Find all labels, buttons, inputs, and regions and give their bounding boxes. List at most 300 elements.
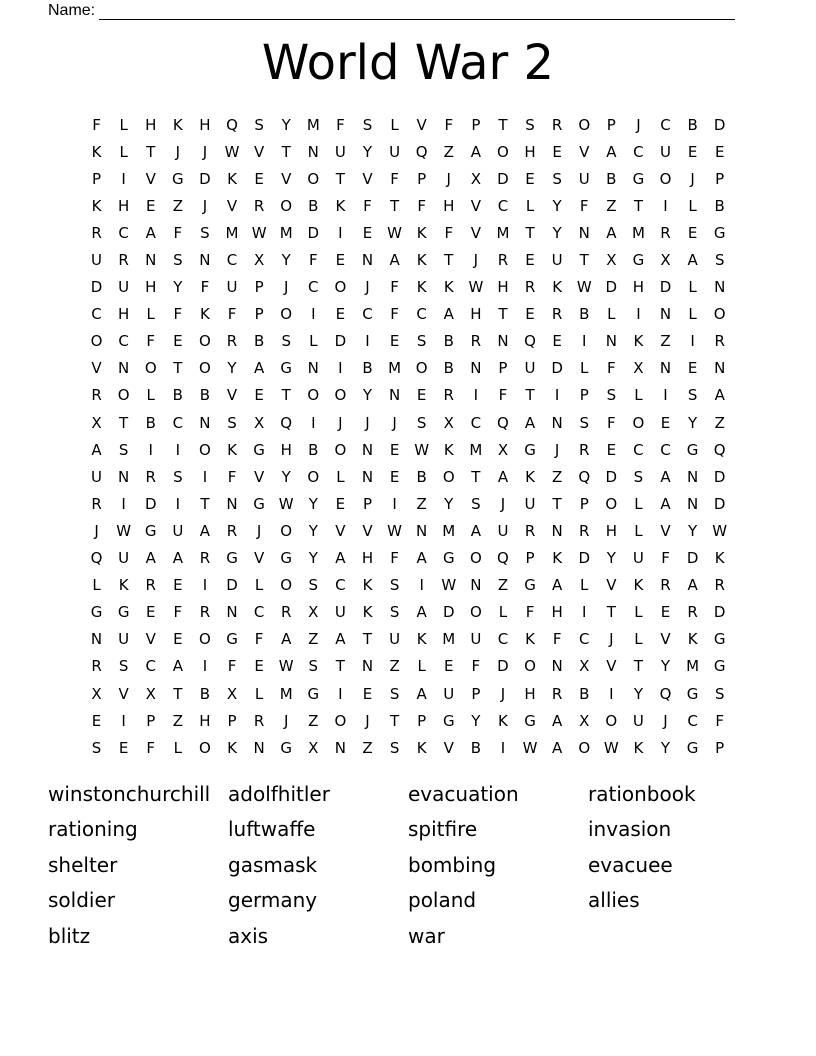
grid-cell: E [552,332,562,351]
grid-cell: K [633,332,644,351]
grid-cell: E [173,332,183,351]
grid-cell: G [686,684,699,703]
grid-cell: F [579,196,589,215]
grid-cell: F [308,251,318,270]
grid-cell: R [226,521,238,540]
grid-cell: X [226,684,238,703]
grid-cell: K [443,278,454,297]
grid-cell: E [389,467,400,486]
grid-cell: O [334,278,347,297]
grid-cell: V [335,521,346,540]
grid-cell: X [253,413,265,432]
grid-cell: Q [280,413,293,432]
word-list-item: germany [228,888,318,913]
grid-cell: Y [227,359,237,378]
grid-cell: H [632,278,645,297]
grid-cell: T [146,142,156,161]
grid-cell: Y [308,521,318,540]
grid-cell: N [714,359,726,378]
grid-cell: T [498,305,508,324]
grid-cell: B [470,738,481,757]
grid-cell: Z [172,196,183,215]
grid-cell: J [175,142,181,161]
grid-cell: E [335,251,346,270]
grid-cell: J [365,711,370,730]
grid-cell: A [416,549,427,568]
grid-cell: C [470,413,482,432]
grid-cell: A [660,494,671,513]
grid-cell: N [551,657,563,676]
grid-cell: Y [688,521,698,540]
grid-cell: S [606,386,617,405]
grid-cell: D [713,494,726,513]
grid-cell: T [633,657,643,676]
grid-cell: V [470,223,481,242]
grid-cell: S [552,169,562,188]
grid-cell: H [145,278,157,297]
grid-cell: G [226,549,238,568]
grid-cell: W [278,657,294,676]
grid-cell: K [552,549,563,568]
word-list-item: adolfhitler [228,781,330,806]
grid-cell: U [91,251,103,270]
grid-cell: P [471,684,481,703]
grid-cell: C [145,657,156,676]
grid-cell: J [283,278,289,297]
grid-cell: T [335,657,345,676]
grid-cell: B [362,359,373,378]
grid-cell: E [254,657,264,676]
grid-cell: G [632,251,645,270]
grid-cell: C [335,576,346,595]
grid-cell: U [497,521,509,540]
grid-cell: S [308,576,319,595]
grid-cell: K [525,630,535,649]
grid-cell: H [361,549,374,568]
grid-cell: K [416,251,427,270]
grid-cell: L [173,738,182,757]
grid-cell: V [606,576,617,595]
grid-cell: U [632,711,644,730]
grid-cell: T [119,413,129,432]
grid-cell: X [660,251,671,270]
word-list-item: evacuee [588,852,673,877]
grid-cell: T [633,196,643,215]
grid-cell: R [687,603,698,622]
word-list-item: spitfire [408,817,478,842]
grid-cell: M [496,223,510,242]
grid-cell: A [660,467,671,486]
grid-cell: R [660,576,671,595]
grid-cell: N [199,251,211,270]
grid-cell: A [335,630,346,649]
word-list-item: axis [228,923,269,948]
grid-cell: G [442,711,455,730]
grid-cell: C [578,630,590,649]
grid-cell: O [280,196,293,215]
grid-cell: T [173,359,183,378]
grid-cell: A [91,440,102,459]
grid-cell: J [365,278,370,297]
grid-cell: N [361,467,374,486]
grid-cell: U [524,494,536,513]
grid-cell: A [443,305,454,324]
grid-cell: N [145,251,157,270]
grid-cell: L [607,305,616,324]
grid-cell: B [579,684,590,703]
grid-cell: R [280,603,292,622]
grid-cell: G [307,684,320,703]
grid-cell: B [443,359,454,378]
grid-cell: E [254,169,264,188]
grid-cell: H [118,305,130,324]
grid-cell: T [498,115,508,134]
grid-cell: N [551,413,563,432]
grid-cell: O [117,386,130,405]
grid-cell: N [253,738,265,757]
grid-cell: E [660,413,671,432]
grid-cell: C [687,711,698,730]
grid-cell: L [634,386,643,405]
grid-cell: O [334,711,347,730]
grid-cell: I [311,413,316,432]
grid-cell: J [202,142,208,161]
grid-cell: R [145,467,156,486]
grid-cell: G [442,549,455,568]
grid-cell: S [714,251,725,270]
grid-cell: K [200,305,210,324]
grid-cell: J [473,251,479,270]
grid-cell: L [580,359,589,378]
grid-cell: N [90,630,103,649]
grid-cell: L [254,684,264,703]
grid-cell: N [416,521,428,540]
grid-cell: K [416,278,427,297]
grid-cell: N [388,386,401,405]
grid-cell: S [633,467,644,486]
grid-cell: S [200,223,210,242]
grid-cell: E [525,251,535,270]
grid-cell: D [90,278,103,297]
grid-cell: Y [660,657,671,676]
grid-cell: C [308,278,319,297]
grid-cell: A [253,359,265,378]
grid-cell: G [280,549,293,568]
grid-cell: L [580,576,589,595]
grid-cell: R [524,521,536,540]
grid-cell: F [146,332,156,351]
grid-cell: O [442,467,455,486]
grid-cell: L [688,305,697,324]
grid-cell: R [91,223,102,242]
grid-cell: E [687,359,698,378]
grid-cell: K [172,115,183,134]
grid-cell: F [200,278,210,297]
grid-cell: A [714,386,725,405]
grid-cell: V [579,142,590,161]
grid-cell: V [226,386,238,405]
grid-cell: F [363,196,372,215]
grid-cell: K [633,576,644,595]
grid-cell: N [686,467,699,486]
grid-cell: U [118,549,130,568]
grid-cell: D [144,494,157,513]
grid-cell: S [281,332,291,351]
grid-cell: B [199,684,211,703]
grid-cell: U [172,521,184,540]
grid-cell: C [118,332,129,351]
grid-cell: V [470,196,481,215]
grid-cell: U [118,278,130,297]
grid-cell: R [118,251,129,270]
grid-cell: Y [552,223,562,242]
page-title: World War 2 [261,35,555,91]
grid-cell: C [226,251,238,270]
grid-cell: S [416,413,427,432]
grid-cell: D [199,169,211,188]
grid-cell: J [392,413,397,432]
grid-cell: X [497,440,509,459]
grid-cell: J [94,521,99,540]
grid-cell: L [146,305,155,324]
grid-cell: F [715,711,725,730]
grid-cell: H [443,196,455,215]
grid-cell: T [335,169,345,188]
grid-cell: O [280,521,293,540]
grid-cell: X [91,684,102,703]
grid-cell: S [118,440,129,459]
grid-cell: T [525,223,535,242]
grid-cell: M [388,359,402,378]
grid-cell: D [334,332,347,351]
grid-cell: O [713,305,726,324]
grid-cell: I [473,386,479,405]
grid-cell: Y [281,251,291,270]
grid-cell: P [254,305,264,324]
grid-cell: U [334,603,346,622]
grid-cell: T [525,386,535,405]
grid-cell: K [498,711,508,730]
grid-cell: M [631,223,645,242]
grid-cell: J [446,169,451,188]
grid-cell: U [524,359,536,378]
grid-cell: X [308,603,319,622]
grid-cell: E [254,386,264,405]
grid-cell: Y [606,549,616,568]
grid-cell: R [226,332,238,351]
grid-cell: F [390,278,399,297]
word-list-item: rationing [48,817,138,842]
grid-cell: I [311,305,316,324]
grid-cell: N [307,359,319,378]
grid-cell: Y [173,278,183,297]
grid-cell: J [283,711,289,730]
grid-cell: U [389,142,401,161]
grid-cell: L [309,332,318,351]
grid-cell: T [389,196,400,215]
grid-cell: J [636,115,641,134]
grid-cell: N [361,251,374,270]
grid-cell: F [417,196,426,215]
grid-cell: W [603,738,619,757]
grid-cell: V [91,359,102,378]
grid-cell: H [280,440,292,459]
grid-cell: T [200,494,210,513]
grid-cell: V [281,169,292,188]
grid-cell: R [551,115,563,134]
grid-cell: A [606,142,617,161]
grid-cell: I [338,223,343,242]
grid-cell: Q [226,115,238,134]
grid-cell: F [390,305,399,324]
grid-cell: E [525,305,535,324]
grid-cell: A [687,251,698,270]
grid-cell: G [713,657,726,676]
grid-cell: C [416,305,427,324]
grid-cell: H [199,115,211,134]
grid-cell: F [92,115,101,134]
grid-cell: O [659,169,672,188]
grid-cell: S [173,251,183,270]
letter-grid [83,111,733,761]
grid-cell: K [362,603,373,622]
grid-cell: A [524,413,536,432]
grid-cell: K [633,738,644,757]
grid-cell: P [92,169,102,188]
grid-cell: H [118,196,130,215]
grid-cell: O [578,115,591,134]
grid-cell: G [524,711,536,730]
grid-cell: A [687,576,698,595]
grid-cell: F [607,359,616,378]
grid-cell: P [417,169,427,188]
grid-cell: W [576,278,592,297]
grid-cell: N [551,521,563,540]
grid-cell: L [390,115,399,134]
grid-cell: E [145,603,156,622]
grid-cell: G [686,440,699,459]
grid-cell: Z [362,738,373,757]
grid-cell: T [579,251,589,270]
grid-cell: V [253,549,265,568]
grid-cell: D [307,223,320,242]
grid-cell: A [145,549,156,568]
grid-cell: N [659,305,672,324]
grid-cell: L [634,494,643,513]
grid-cell: H [551,603,563,622]
grid-cell: O [605,711,618,730]
grid-cell: F [173,223,183,242]
grid-cell: P [471,115,481,134]
word-list-item: winstonchurchill [48,781,211,806]
grid-cell: D [686,549,699,568]
grid-cell: S [525,115,535,134]
grid-cell: X [253,251,265,270]
grid-cell: B [416,467,427,486]
grid-cell: V [416,115,427,134]
grid-cell: V [226,196,238,215]
grid-cell: R [443,386,454,405]
grid-cell: E [335,494,346,513]
grid-cell: N [307,142,319,161]
grid-cell: J [663,711,668,730]
grid-cell: I [121,494,126,513]
grid-cell: R [199,549,211,568]
grid-cell: Q [90,549,103,568]
grid-cell: S [118,657,129,676]
grid-cell: E [173,630,183,649]
grid-cell: N [334,738,346,757]
grid-cell: F [498,386,508,405]
grid-cell: O [415,359,428,378]
grid-cell: C [91,305,102,324]
grid-cell: D [497,657,509,676]
grid-cell: I [663,386,668,405]
grid-cell: C [633,142,644,161]
grid-cell: Z [172,711,183,730]
grid-cell: O [199,359,211,378]
grid-cell: Y [633,684,643,703]
grid-cell: D [578,549,591,568]
grid-cell: E [389,332,400,351]
grid-cell: O [307,386,320,405]
grid-cell: M [442,521,456,540]
grid-cell: B [253,332,265,351]
grid-cell: E [687,223,698,242]
grid-cell: P [498,359,508,378]
grid-cell: O [469,549,482,568]
grid-cell: S [687,386,698,405]
grid-cell: G [90,603,103,622]
grid-cell: O [307,467,320,486]
grid-cell: B [606,169,617,188]
name-blank-line[interactable] [99,4,735,20]
grid-cell: K [416,630,427,649]
grid-cell: O [280,305,293,324]
grid-cell: K [714,549,725,568]
grid-cell: F [227,657,237,676]
grid-cell: O [469,603,482,622]
grid-cell: I [338,684,343,703]
grid-cell: G [280,359,293,378]
grid-cell: N [578,223,590,242]
grid-cell: Y [552,196,562,215]
grid-cell: V [145,630,156,649]
grid-cell: L [634,521,643,540]
grid-cell: S [389,738,400,757]
grid-cell: S [91,738,102,757]
grid-cell: L [119,115,128,134]
grid-cell: D [551,359,563,378]
grid-cell: K [443,440,454,459]
grid-cell: G [713,630,726,649]
grid-cell: Y [471,711,481,730]
grid-cell: A [335,549,346,568]
grid-cell: T [389,711,400,730]
grid-cell: L [688,278,697,297]
grid-cell: Z [308,630,319,649]
grid-cell: S [389,603,400,622]
grid-cell: F [525,603,535,622]
grid-cell: F [227,467,237,486]
grid-cell: K [91,142,102,161]
grid-cell: L [634,630,643,649]
grid-cell: R [91,494,102,513]
grid-cell: B [308,440,319,459]
grid-cell: T [606,603,616,622]
grid-cell: C [660,115,671,134]
grid-cell: F [444,223,454,242]
